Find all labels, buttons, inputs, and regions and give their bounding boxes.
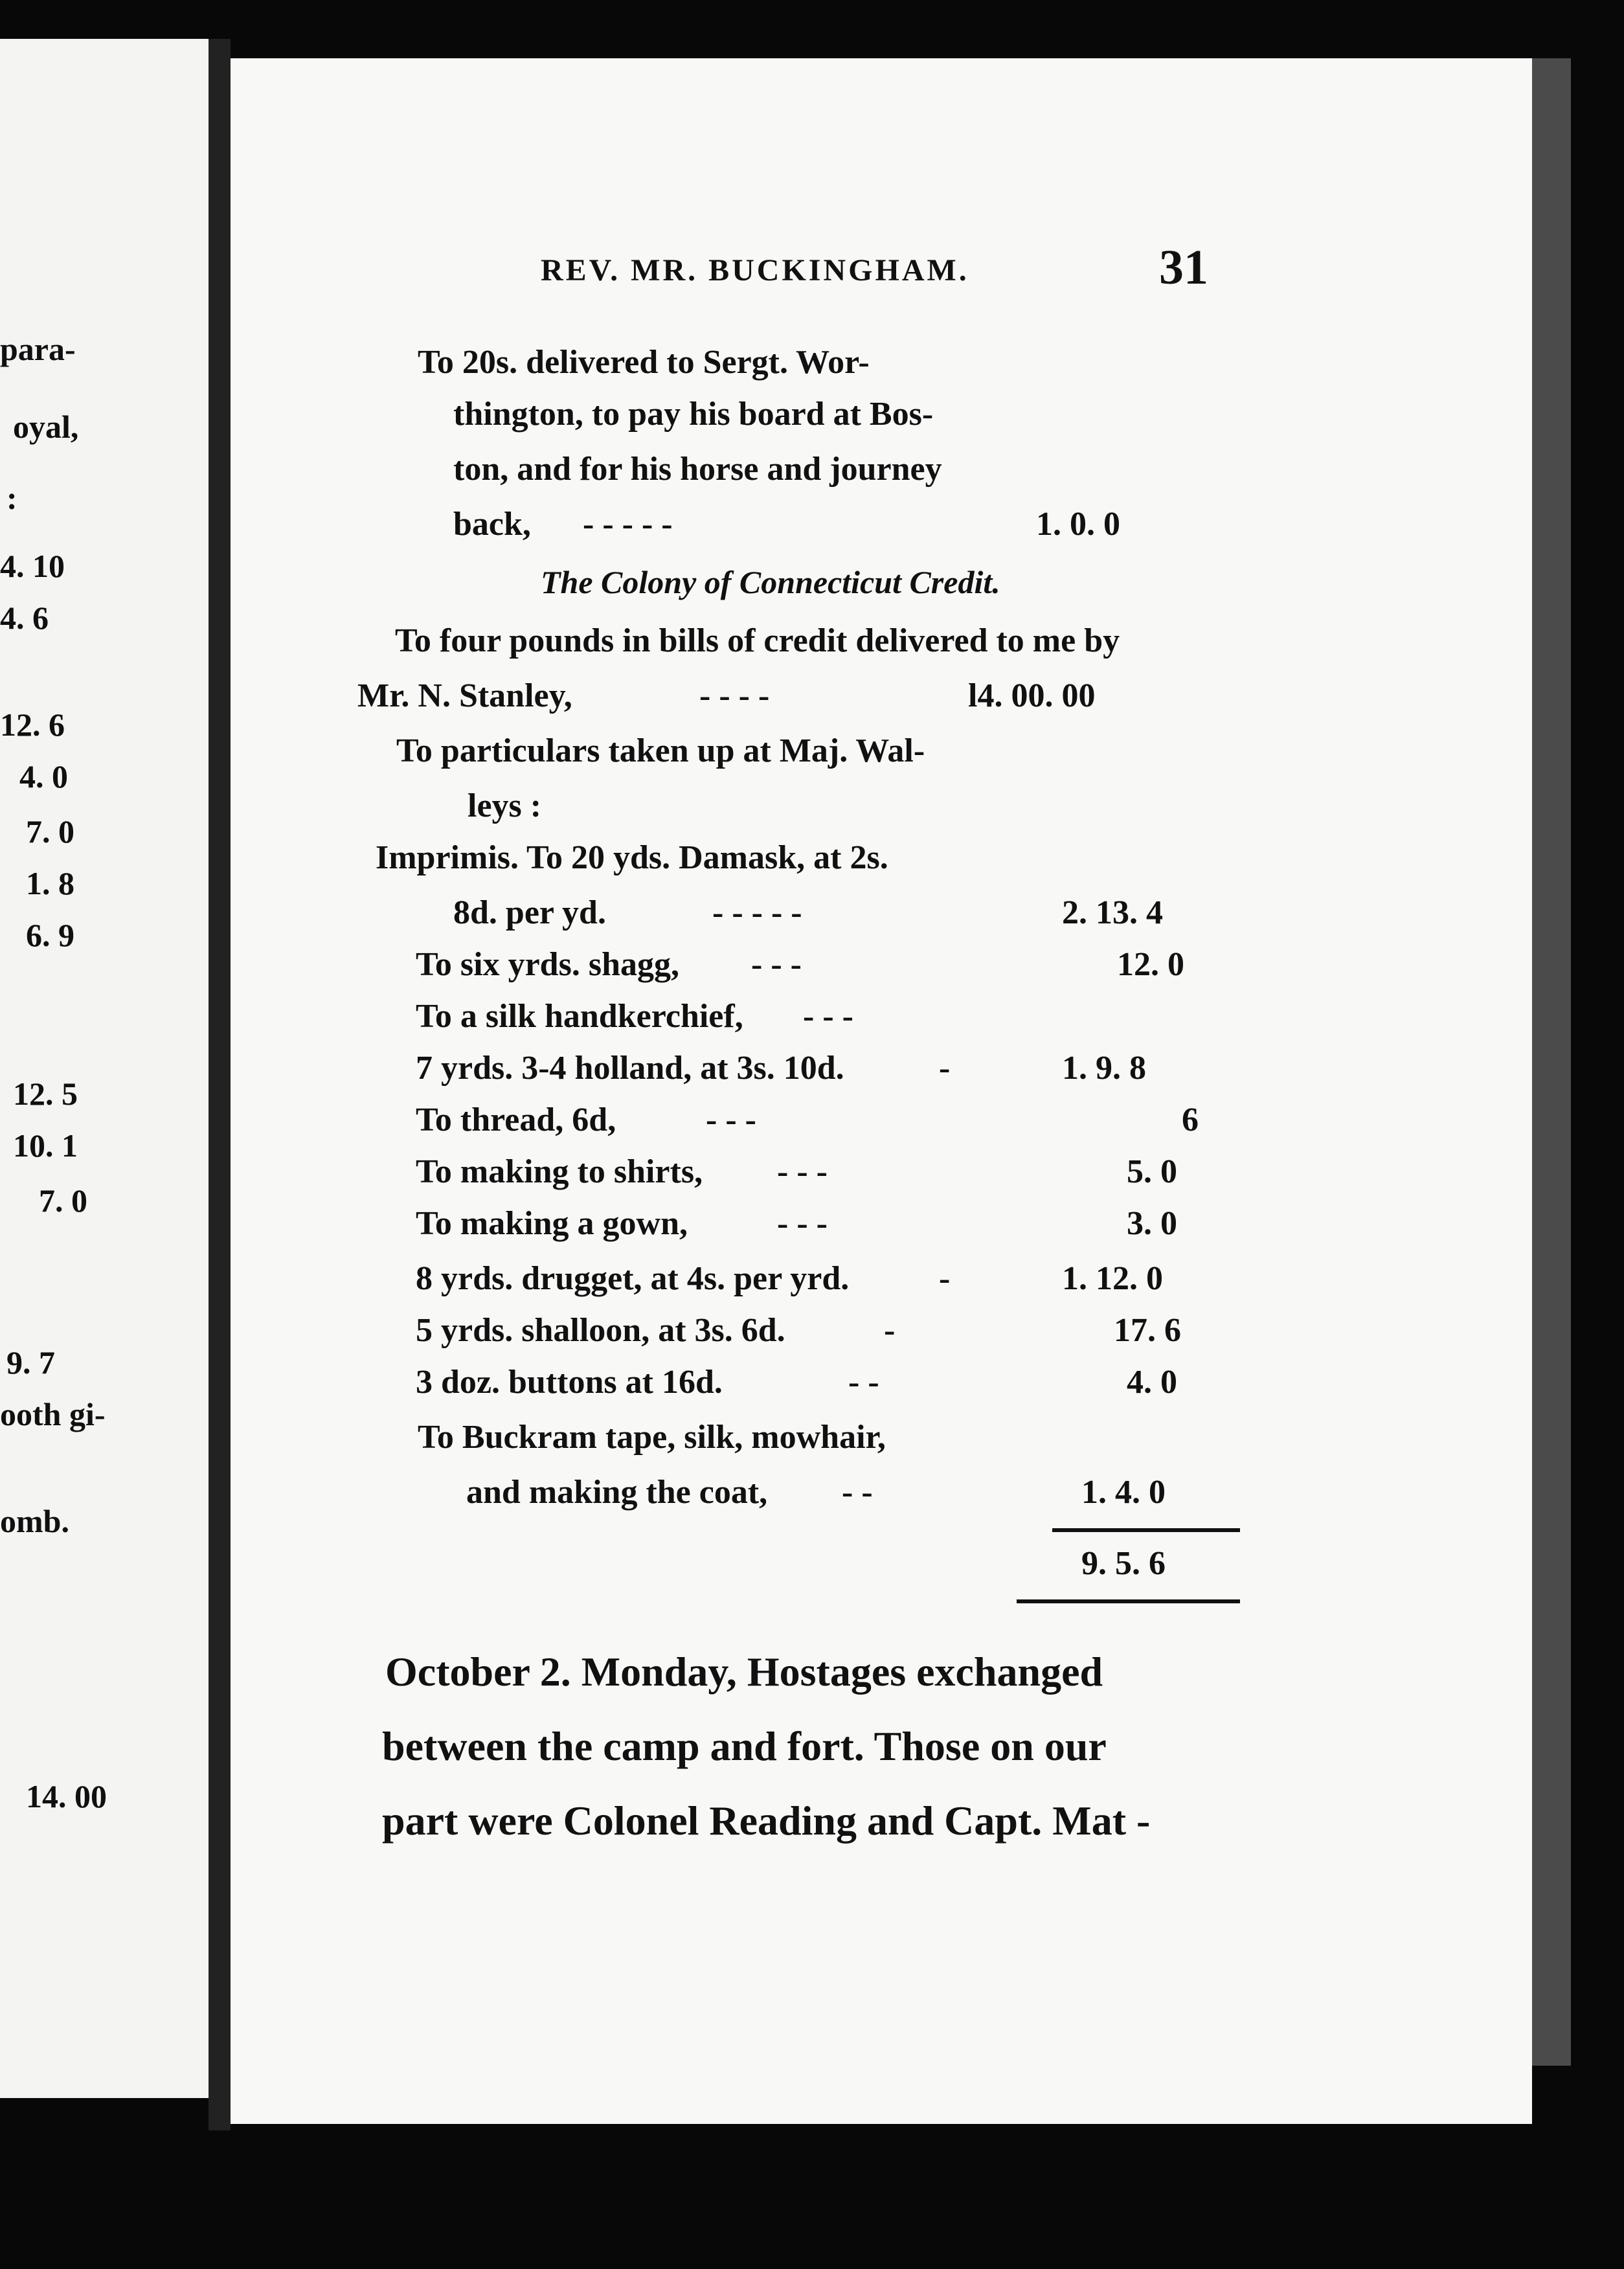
entry-line: back, <box>453 506 531 543</box>
dot-leaders: - - - <box>751 946 802 983</box>
left-fragment: 12. 6 <box>0 706 65 743</box>
credit-line: To making to shirts, <box>416 1153 703 1190</box>
left-fragment: 7. 0 <box>39 1182 87 1219</box>
credit-line: To six yrds. shagg, <box>416 946 679 983</box>
credit-line: To Buckram tape, silk, mowhair, <box>418 1419 886 1456</box>
amount: 5. 0 <box>1127 1153 1177 1190</box>
amount: 12. 0 <box>1117 946 1184 983</box>
left-fragment: 7. 0 <box>26 813 74 850</box>
left-fragment: omb. <box>0 1503 69 1539</box>
left-fragment: 14. 00 <box>26 1778 107 1814</box>
credit-line: Imprimis. To 20 yds. Damask, at 2s. <box>376 839 888 876</box>
left-fragment: para- <box>0 331 76 367</box>
narrative-line: October 2. Monday, Hostages exchanged <box>385 1649 1103 1695</box>
credit-line: and making the coat, <box>466 1474 768 1511</box>
left-fragment: 10. 1 <box>13 1127 78 1164</box>
amount: 2. 13. 4 <box>1062 894 1163 931</box>
left-fragment: 9. 7 <box>6 1344 55 1381</box>
amount: 17. 6 <box>1114 1312 1181 1349</box>
credit-line: To particulars taken up at Maj. Wal- <box>396 732 925 769</box>
narrative-line: part were Colonel Reading and Capt. Mat - <box>382 1798 1151 1844</box>
left-fragment: 1. 8 <box>26 865 74 901</box>
left-fragment: : <box>6 480 17 516</box>
amount: 1. 12. 0 <box>1062 1260 1163 1297</box>
amount: l4. 00. 00 <box>968 677 1096 714</box>
entry-line: To 20s. delivered to Sergt. Wor- <box>418 344 870 381</box>
amount: 1. 4. 0 <box>1081 1474 1166 1511</box>
left-fragment: 4. 0 <box>19 758 68 795</box>
running-title: REV. MR. BUCKINGHAM. <box>541 253 969 288</box>
credit-line: 8d. per yd. <box>453 894 606 931</box>
credit-line: 3 doz. buttons at 16d. <box>416 1364 723 1401</box>
total-rule <box>1017 1599 1240 1603</box>
left-fragment: 4. 10 <box>0 548 65 584</box>
page-number: 31 <box>1159 240 1208 295</box>
credit-line: To a silk handkerchief, <box>416 998 743 1035</box>
dot-leaders: - <box>939 1050 951 1087</box>
amount: 3. 0 <box>1127 1205 1177 1242</box>
credit-heading: The Colony of Connecticut Credit. <box>541 564 1000 600</box>
left-fragment: 12. 5 <box>13 1076 78 1112</box>
entry-line: thington, to pay his board at Bos- <box>453 396 934 433</box>
left-fragment: 6. 9 <box>26 917 74 953</box>
dot-leaders: - <box>939 1260 951 1297</box>
dot-leaders: - - - - - <box>712 894 802 931</box>
book-gutter <box>209 39 231 2130</box>
dot-leaders: - <box>884 1312 896 1349</box>
sum-rule <box>1052 1528 1240 1532</box>
amount: 4. 0 <box>1127 1364 1177 1401</box>
dot-leaders: - - - <box>706 1101 756 1138</box>
left-fragment: oyal, <box>13 409 79 445</box>
dot-leaders: - - - - <box>699 677 770 714</box>
dot-leaders: - - - <box>803 998 853 1035</box>
credit-line: To four pounds in bills of credit delivered to me by <box>395 622 1120 659</box>
credit-line: 7 yrds. 3-4 holland, at 3s. 10d. <box>416 1050 844 1087</box>
amount: 1. 9. 8 <box>1062 1050 1146 1087</box>
dot-leaders: - - <box>842 1474 873 1511</box>
page-edge <box>1532 58 1571 2066</box>
total-amount: 9. 5. 6 <box>1081 1545 1166 1582</box>
credit-line: Mr. N. Stanley, <box>357 677 572 714</box>
credit-line: To making a gown, <box>416 1205 688 1242</box>
left-fragment: 4. 6 <box>0 600 49 636</box>
narrative-line: between the camp and fort. Those on our <box>382 1723 1107 1769</box>
dot-leaders: - - - - - <box>583 506 673 543</box>
credit-line: To thread, 6d, <box>416 1101 616 1138</box>
left-fragment: ooth gi- <box>0 1396 106 1432</box>
amount: 6 <box>1182 1101 1199 1138</box>
credit-line: 8 yrds. drugget, at 4s. per yrd. <box>416 1260 850 1297</box>
credit-line: leys : <box>468 787 542 824</box>
dot-leaders: - - <box>848 1364 879 1401</box>
dot-leaders: - - - <box>777 1153 828 1190</box>
credit-line: 5 yrds. shalloon, at 3s. 6d. <box>416 1312 785 1349</box>
amount: 1. 0. 0 <box>1036 506 1120 543</box>
entry-line: ton, and for his horse and journey <box>453 451 942 488</box>
dot-leaders: - - - <box>777 1205 828 1242</box>
